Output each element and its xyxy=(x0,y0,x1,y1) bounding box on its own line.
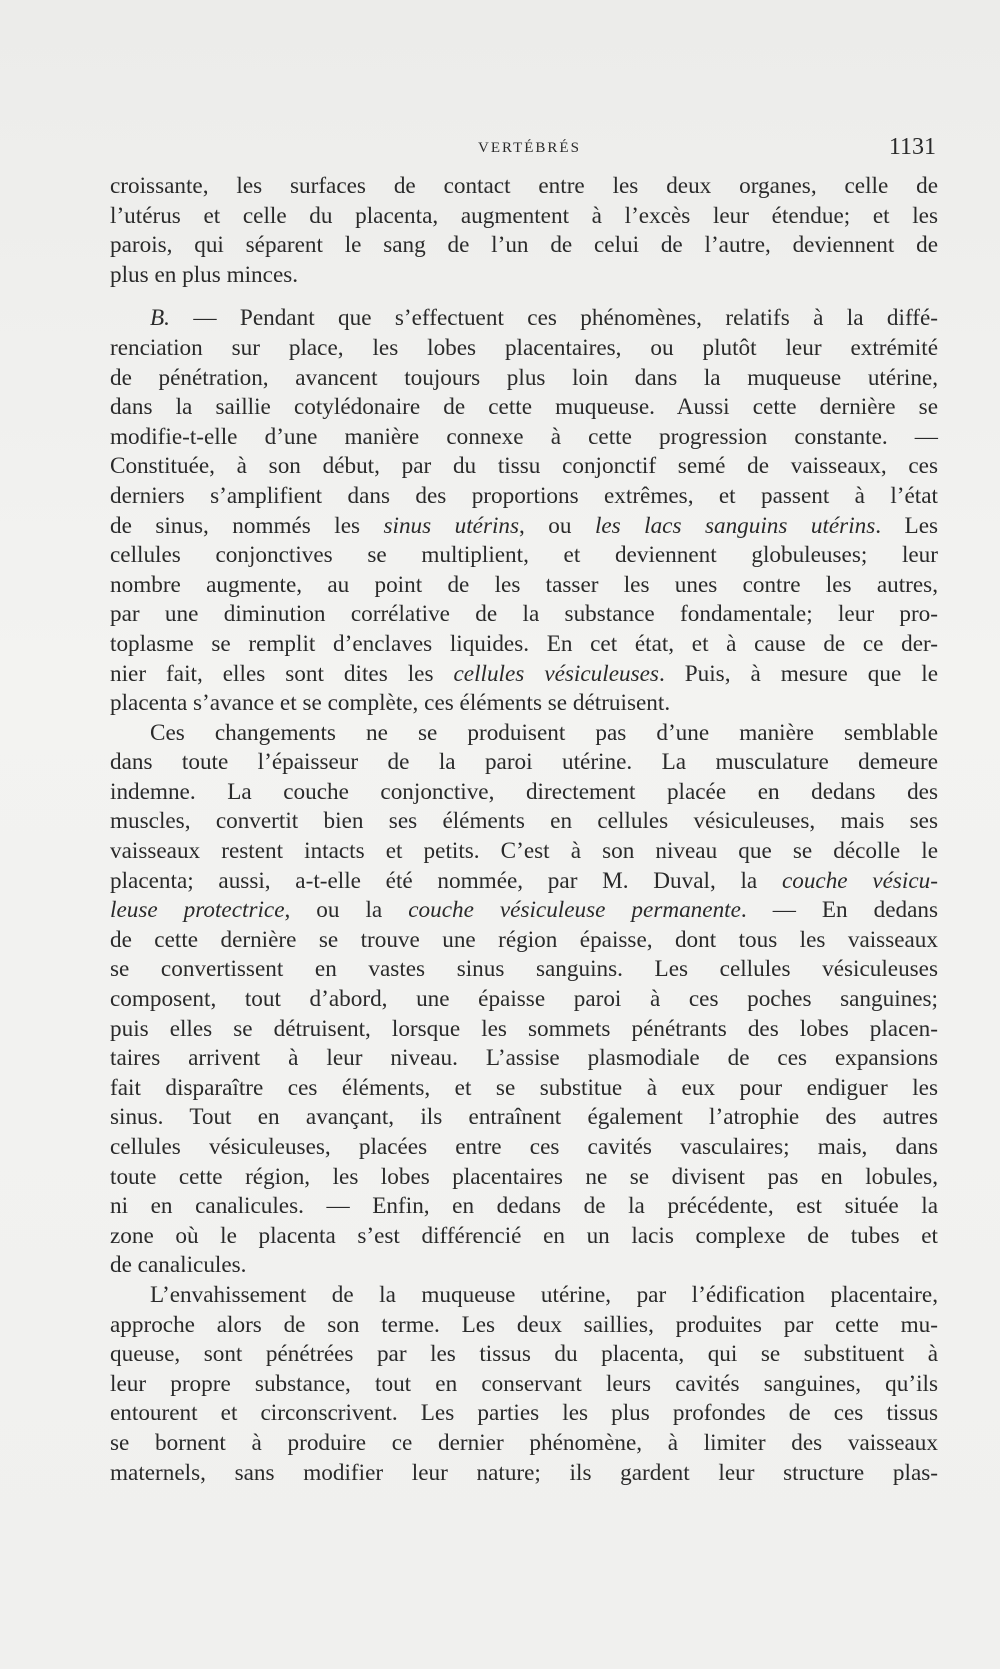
italic-term: cellules vésiculeuses xyxy=(453,660,659,687)
italic-term: couche vésiculeuse permanente xyxy=(408,897,741,924)
text-line: dans toute l’épaisseur de la paroi utérine. La musculature demeure xyxy=(110,749,938,776)
text-line: de pénétration, avancent toujours plus loin dans la muqueuse utérine, xyxy=(110,364,938,391)
text-line: B. — Pendant que s’effectuent ces phénomènes, relatifs à la diffé- xyxy=(150,305,938,332)
text-line: queuse, sont pénétrées par les tissus du placenta, qui se substituent à xyxy=(110,1341,938,1368)
text-line: derniers s’amplifient dans des proportions extrêmes, et passent à l’état xyxy=(110,482,938,509)
text-line: se convertissent en vastes sinus sanguins. Les cellules vésiculeuses xyxy=(110,956,938,983)
text-line: dans la saillie cotylédonaire de cette muqueuse. Aussi cette dernière se xyxy=(110,394,938,421)
text-line: maternels, sans modifier leur nature; ils gardent leur structure plas- xyxy=(110,1459,938,1486)
text-line: fait disparaître ces éléments, et se substitue à eux pour endiguer les xyxy=(110,1074,938,1101)
paragraph-4 xyxy=(110,1281,938,1488)
running-head xyxy=(110,136,936,166)
text-line: nier fait, elles sont dites les cellules vésiculeuses. Puis, à mesure que le xyxy=(110,660,938,687)
text-line: leur propre substance, tout en conservant leurs cavités sanguines, qu’ils xyxy=(110,1370,938,1397)
text-line: zone où le placenta s’est différencié en un lacis complexe de tubes et xyxy=(110,1222,938,1249)
text-line: puis elles se détruisent, lorsque les sommets pénétrants des lobes placen- xyxy=(110,1015,938,1042)
text-line: par une diminution corrélative de la substance fondamentale; leur pro- xyxy=(110,601,938,628)
text-line: placenta; aussi, a-t-elle été nommée, par M. Duval, la couche vésicu- xyxy=(110,867,938,894)
text-line: plus en plus minces. xyxy=(110,261,299,288)
paragraph-3 xyxy=(110,719,938,1281)
text-line: Ces changements ne se produisent pas d’une manière semblable xyxy=(150,719,938,746)
text-line: muscles, convertit bien ses éléments en cellules vésiculeuses, mais ses xyxy=(110,808,938,835)
text-line: L’envahissement de la muqueuse utérine, par l’édification placentaire, xyxy=(150,1281,938,1308)
text-line: modifie-t-elle d’une manière connexe à cette progression constante. — xyxy=(110,423,938,450)
text-line: leuse protectrice, ou la couche vésiculeuse permanente. — En dedans xyxy=(110,897,939,924)
italic-term: leuse protectrice xyxy=(110,897,285,924)
text-line: cellules conjonctives se multiplient, et deviennent globuleuses; leur xyxy=(110,542,938,569)
text-line: croissante, les surfaces de contact entre les deux organes, celle de xyxy=(110,173,938,199)
text-line: vaisseaux restent intacts et petits. C’est à son niveau que se décolle le xyxy=(110,838,938,865)
text-line: composent, tout d’abord, une épaisse paroi à ces poches sanguines; xyxy=(110,986,938,1013)
text-line: Constituée, à son début, par du tissu conjonctif semé de vaisseaux, ces xyxy=(110,453,938,480)
paragraph-gap xyxy=(110,290,938,304)
italic-term: B. xyxy=(150,305,170,332)
page-number: 1131 xyxy=(888,134,936,160)
text-line: de cette dernière se trouve une région épaisse, dont tous les vaisseaux xyxy=(110,926,938,953)
body-text xyxy=(110,172,938,1488)
italic-term: couche vésicu- xyxy=(781,867,938,894)
text-line: nombre augmente, au point de les tasser les unes contre les autres, xyxy=(110,571,938,598)
text-line: cellules vésiculeuses, placées entre ces cavités vasculaires; mais, dans xyxy=(110,1134,938,1160)
italic-term: les lacs sanguins utérins xyxy=(594,512,876,539)
italic-term: sinus utérins xyxy=(383,512,520,539)
paragraph-1 xyxy=(110,172,938,290)
text-line: toute cette région, les lobes placentaires ne se divisent pas en lobules, xyxy=(110,1163,938,1190)
text-line: indemne. La couche conjonctive, directement placée en dedans des xyxy=(110,778,938,805)
text-line: de canalicules. xyxy=(110,1252,247,1279)
text-line: parois, qui séparent le sang de l’un de celui de l’autre, deviennent de xyxy=(110,232,938,259)
text-line: placenta s’avance et se complète, ces éléments se détruisent. xyxy=(110,690,671,717)
text-line: approche alors de son terme. Les deux saillies, produites par cette mu- xyxy=(110,1311,938,1338)
text-line: toplasme se remplit d’enclaves liquides. En cet état, et à cause de ce der- xyxy=(110,630,938,657)
text-line: l’utérus et celle du placenta, augmentent à l’excès leur étendue; et les xyxy=(110,202,938,229)
text-line: renciation sur place, les lobes placentaires, ou plutôt leur extrémité xyxy=(110,334,938,361)
text-line: entourent et circonscrivent. Les parties les plus profondes de ces tissus xyxy=(110,1400,938,1427)
text-line: ni en canalicules. — Enfin, en dedans de la précédente, est située la xyxy=(110,1193,938,1220)
text-line: se bornent à produire ce dernier phénomène, à limiter des vaisseaux xyxy=(110,1429,938,1456)
text-line: taires arrivent à leur niveau. L’assise plasmodiale de ces expansions xyxy=(110,1045,938,1072)
text-line: sinus. Tout en avançant, ils entraînent également l’atrophie des autres xyxy=(110,1104,938,1131)
paragraph-2 xyxy=(110,304,938,718)
running-title: VERTÉBRÉS xyxy=(478,140,581,156)
text-line: de sinus, nommés les sinus utérins, ou les lacs sanguins utérins. Les xyxy=(110,512,939,539)
